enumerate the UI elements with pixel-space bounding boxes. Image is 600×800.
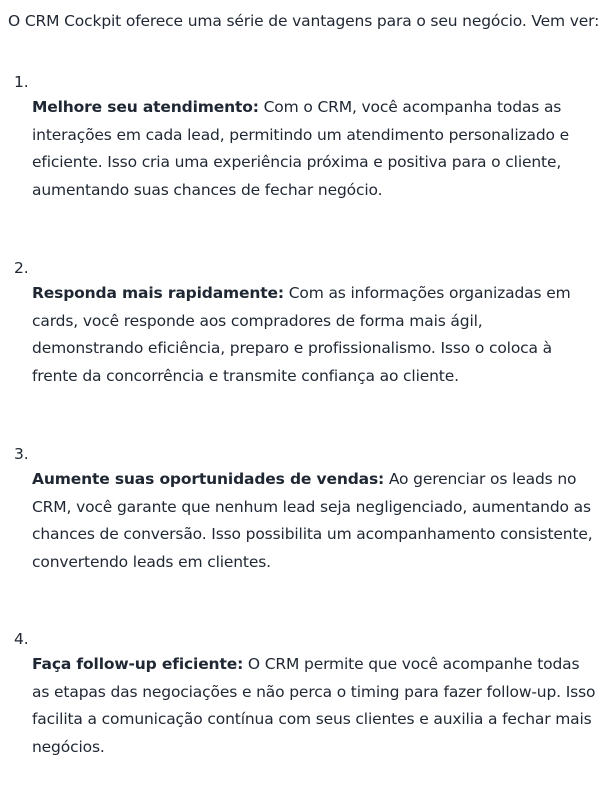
list-item-number: 2. <box>14 259 29 277</box>
list-item-body: Com as informações organizadas em cards, você responde aos compradores de forma mais ágil, demonstrando eficiência, preparo e profissionalismo. Isso o coloca à frente da concorrência e transmite confiança ao cliente. <box>32 284 571 385</box>
list-item-title: Aumente suas oportunidades de vendas: <box>32 470 385 488</box>
list-item-text <box>32 94 598 204</box>
list-item-title: Melhore seu atendimento: <box>32 98 259 116</box>
list-item-number: 4. <box>14 630 29 648</box>
intro-paragraph: O CRM Cockpit oferece uma série de vantagens para o seu negócio. Vem ver: <box>8 12 600 30</box>
list-item-number: 3. <box>14 445 29 463</box>
list-item-text <box>32 651 598 761</box>
list-item-title: Responda mais rapidamente: <box>32 284 284 302</box>
list-item-text <box>32 280 598 390</box>
list-item-title: Faça follow-up eficiente: <box>32 655 244 673</box>
list-item-text <box>32 466 598 576</box>
list-item-number: 1. <box>14 73 29 91</box>
list-item-body: Com o CRM, você acompanha todas as interações em cada lead, permitindo um atendimento personalizado e eficiente. Isso cria uma experiência próxima e positiva para o cliente, aumentando suas chances de fechar negócio. <box>32 98 570 199</box>
list-item-body: Ao gerenciar os leads no CRM, você garante que nenhum lead seja negligenciado, aumentando as chances de conversão. Isso possibilita um acompanhamento consistente, convertendo leads em clientes. <box>32 470 593 571</box>
list-item-body: O CRM permite que você acompanhe todas as etapas das negociações e não perca o timing para fazer follow-up. Isso facilita a comunicação contínua com seus clientes e auxilia a fechar mais negócios. <box>32 655 596 756</box>
